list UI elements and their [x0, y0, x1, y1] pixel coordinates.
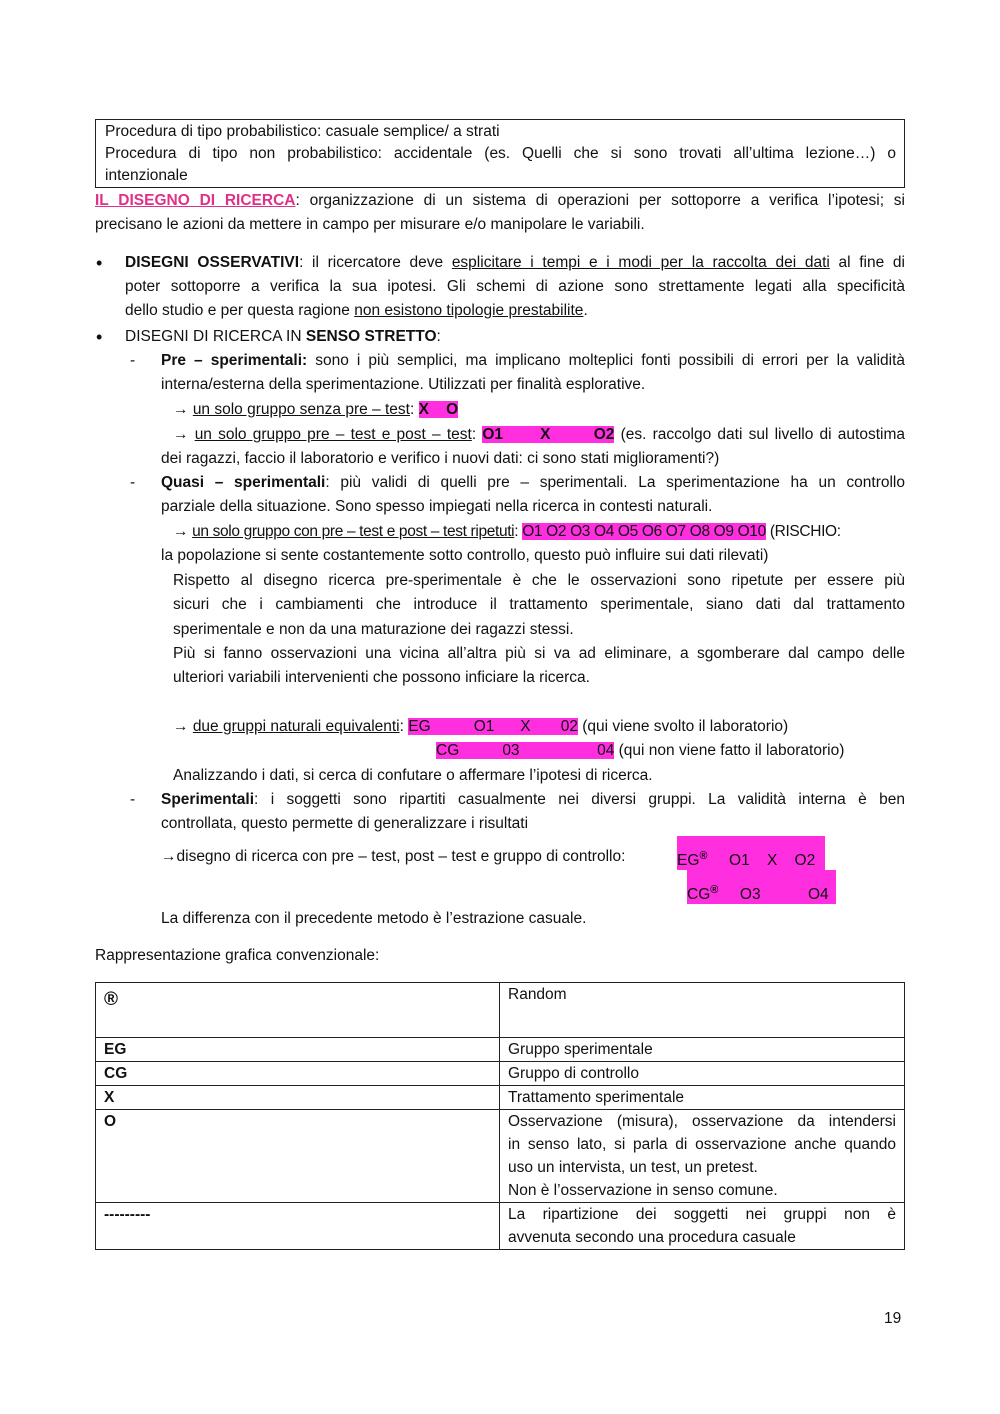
arrow-icon: → — [173, 523, 189, 540]
quasi-design-2-cg — [436, 739, 844, 763]
dash-glyph: - — [130, 791, 136, 808]
text: Analizzando i dati, si cerca di confutare o affermare l’ipotesi di ricerca. — [173, 767, 653, 784]
legend-symbol: ® — [96, 983, 500, 1038]
page-number: 19 — [884, 1310, 902, 1327]
design-label: un solo gruppo con pre – test e post – test ripetuti — [192, 523, 515, 540]
term: Pre – sperimentali: — [161, 352, 308, 369]
text: interna/esterna della sperimentazione. Utilizzati per finalità esplorative. — [161, 376, 646, 393]
design-label: due gruppi naturali equivalenti — [192, 718, 400, 735]
legend-meaning — [500, 1203, 905, 1250]
intro-box — [95, 119, 905, 188]
dash-glyph: - — [130, 352, 136, 369]
section-heading: IL DISEGNO DI RICERCA — [95, 192, 296, 209]
term: Quasi – sperimentali — [161, 474, 326, 491]
text: parziale della situazione. Sono spesso impiegati nella ricerca in contesti naturali. — [161, 498, 713, 515]
strong-text: SENSO STRETTO — [305, 328, 437, 345]
text: EG — [677, 852, 700, 870]
text: Rispetto al disegno ricerca pre-sperimentale è che le osservazioni sono ripetute per essere più — [173, 572, 905, 589]
text: Non è l’osservazione in senso comune. — [508, 1182, 778, 1199]
legend-table — [95, 982, 905, 1250]
design-formula-cg: CG 03 04 — [436, 742, 615, 759]
quasi-paragraph — [173, 569, 905, 690]
intro-line: intenzionale — [105, 167, 188, 184]
text: controllata, questo permette di generalizzare i risultati — [161, 815, 529, 832]
text: disegno di ricerca con pre – test, post – test e gruppo di controllo: — [176, 848, 626, 865]
text: poter sottoporre a verifica la sua ipotesi. Gli schemi di azione sono strettamente legati alla specificità — [125, 278, 905, 295]
design-formula-cg — [687, 870, 836, 904]
text: O1 X O2 — [707, 852, 816, 870]
quasi-text — [161, 544, 905, 568]
sperimentali — [161, 788, 905, 836]
pre-design-1: → un solo gruppo senza pre – test: X O — [173, 401, 459, 418]
text: La ripartizione dei soggetti nei gruppi non è — [508, 1206, 896, 1223]
legend-symbol: --------- — [96, 1203, 500, 1250]
legend-symbol: EG — [96, 1038, 500, 1062]
design-formula-eg — [677, 836, 825, 870]
intro-line: Procedura di tipo non probabilistico: accidentale (es. Quelli che si sono trovati all’ultima lezione…) o — [105, 145, 896, 162]
quasi-design-2: → due gruppi naturali equivalenti: EG O1 X 02 (qui viene svolto il laboratorio) — [173, 718, 789, 735]
text: DISEGNI DI RICERCA IN — [125, 328, 306, 345]
legend-title: Rappresentazione grafica convenzionale: — [95, 947, 380, 964]
text: (RISCHIO: — [765, 523, 841, 540]
design-formula-eg: EG O1 X 02 — [408, 718, 578, 735]
legend-meaning: Random — [500, 983, 905, 1038]
text: La differenza con il precedente metodo è l’estrazione casuale. — [161, 910, 587, 927]
section-text: precisano le azioni da mettere in campo per misurare e/o manipolare le variabili. — [95, 216, 645, 233]
legend-meaning — [500, 1110, 905, 1203]
design-formula: O1 O2 O3 O4 O5 O6 O7 O8 O9 O10 — [522, 523, 766, 540]
bullet-glyph: • — [96, 327, 103, 347]
text: Osservazione (misura), osservazione da intendersi — [508, 1113, 896, 1130]
pre-sperimentali — [161, 349, 905, 397]
text: ulteriori variabili intervenienti che possono inficiare la ricerca. — [173, 669, 590, 687]
bullet-glyph: • — [96, 253, 103, 273]
legend-symbol: O — [96, 1110, 500, 1203]
text: : più validi di quelli pre – sperimentali. La sperimentazione ha un controllo — [325, 474, 905, 491]
text: O3 O4 — [718, 886, 829, 904]
text: : i soggetti sono ripartiti casualmente nei diversi gruppi. La validità interna è ben — [254, 791, 905, 808]
dash-glyph: - — [130, 474, 136, 491]
intro-line: Procedura di tipo probabilistico: casuale semplice/ a strati — [105, 123, 500, 140]
text: sicuri che i cambiamenti che introduce il trattamento sperimentale, siano dati dal trattamento — [173, 596, 905, 614]
table-row — [96, 1062, 905, 1086]
legend-meaning: Gruppo sperimentale — [500, 1038, 905, 1062]
text: Più si fanno osservazioni una vicina all’altra più si va ad eliminare, a sgomberare dal campo delle — [173, 644, 905, 662]
underlined-text: esplicitare i tempi e i modi per la raccolta dei dati — [451, 254, 830, 271]
text: avvenuta secondo una procedura casuale — [508, 1229, 796, 1246]
legend-symbol: X — [96, 1086, 500, 1110]
table-row — [96, 1086, 905, 1110]
table-row — [96, 1038, 905, 1062]
quasi-sperimentali — [161, 471, 905, 519]
text: in senso lato, si parla di osservazione anche quando — [508, 1136, 896, 1153]
text: sono i più semplici, ma implicano molteplici fonti possibili di errori per la validità — [307, 352, 905, 369]
text: CG — [687, 886, 711, 904]
arrow-icon: → — [173, 426, 189, 443]
legend-symbol: CG — [96, 1062, 500, 1086]
bullet-senso-stretto — [125, 325, 441, 349]
term: DISEGNI OSSERVATIVI — [125, 254, 300, 271]
design-formula: O1 X O2 — [482, 426, 615, 443]
underlined-text: non esistono tipologie prestabilite — [354, 302, 584, 319]
text: : il ricercatore deve — [299, 254, 452, 271]
text: al fine di — [829, 254, 905, 271]
legend-meaning: Trattamento sperimentale — [500, 1086, 905, 1110]
text: . — [583, 302, 588, 319]
text: uso un intervista, un test, un pretest. — [508, 1159, 758, 1176]
section-text: : organizzazione di un sistema di operazioni per sottoporre a verifica l’ipotesi; si — [295, 192, 905, 209]
bullet-osservativi — [125, 251, 905, 323]
arrow-icon: → — [173, 718, 189, 735]
section-paragraph — [95, 189, 905, 237]
text: dei ragazzi, faccio il laboratorio e verifico i nuovi dati: ci sono stati miglioramenti?) — [161, 450, 720, 467]
text: la popolazione si sente costantemente sotto controllo, questo può influire sui dati rilevati) — [161, 547, 769, 564]
pre-design-2: → un solo gruppo pre – test e post – test: O1 X O2 (es. raccolgo dati sul livello di autostima — [173, 426, 905, 443]
sper-design-1 — [161, 845, 625, 869]
table-row — [96, 1110, 905, 1203]
arrow-icon: → — [161, 848, 177, 865]
term: Sperimentali — [161, 791, 255, 808]
registered-icon: ® — [699, 850, 708, 862]
text: (qui non viene fatto il laboratorio) — [614, 742, 845, 759]
design-label: un solo gruppo senza pre – test — [192, 401, 410, 418]
design-label: un solo gruppo pre – test e post – test — [194, 426, 472, 443]
text: : — [436, 328, 441, 345]
table-row — [96, 983, 905, 1038]
table-row — [96, 1203, 905, 1250]
arrow-icon: → — [173, 401, 189, 418]
text: sperimentale e non da una maturazione dei ragazzi stessi. — [173, 620, 574, 638]
text: (es. raccolgo dati sul livello di autostima — [614, 426, 905, 443]
design-formula: X O — [418, 401, 459, 418]
text: dello studio e per questa ragione — [125, 302, 355, 319]
legend-meaning: Gruppo di controllo — [500, 1062, 905, 1086]
quasi-design-1: → un solo gruppo con pre – test e post – test ripetuti: O1 O2 O3 O4 O5 O6 O7 O8 O9 O10 (RISCHIO: — [173, 523, 841, 540]
text: (qui viene svolto il laboratorio) — [577, 718, 789, 735]
registered-icon: ® — [710, 884, 719, 896]
